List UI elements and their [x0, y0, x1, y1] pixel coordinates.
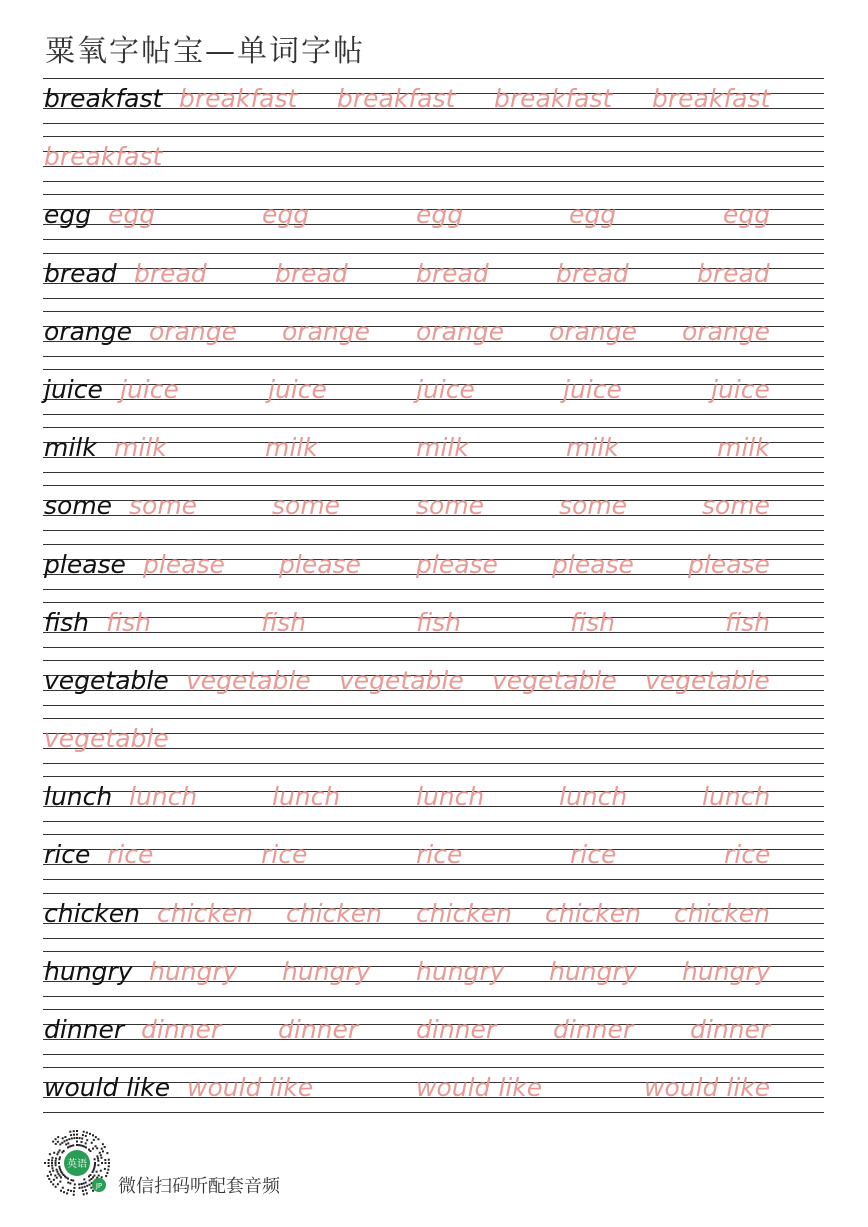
model-word: bread	[44, 258, 117, 288]
trace-word: juice	[120, 374, 179, 404]
guide-line	[43, 938, 824, 939]
trace-word: orange	[549, 316, 637, 346]
trace-word: some	[416, 491, 485, 521]
guide-line	[43, 821, 824, 822]
trace-word: bread	[134, 258, 207, 288]
practice-row	[43, 534, 824, 592]
trace-word: orange	[282, 316, 370, 346]
trace-word: bread	[697, 258, 770, 288]
practice-row	[43, 883, 824, 941]
model-word: chicken	[44, 898, 140, 928]
trace-word: dinner	[690, 1015, 771, 1044]
model-word: vegetable	[44, 665, 169, 695]
trace-word: some	[559, 491, 628, 521]
trace-word: chicken	[674, 898, 770, 928]
trace-word: hungry	[416, 956, 505, 986]
trace-word: bread	[275, 258, 348, 288]
guide-line	[43, 589, 824, 590]
guide-line	[43, 414, 824, 415]
trace-word: vegetable	[492, 665, 617, 695]
guide-line	[43, 181, 824, 182]
trace-word: some	[272, 491, 341, 521]
practice-row	[43, 243, 824, 301]
trace-word: hungry	[682, 956, 771, 986]
practice-row	[43, 68, 824, 126]
practice-row	[43, 592, 824, 650]
model-word: would like	[44, 1073, 171, 1103]
trace-word: rice	[416, 840, 463, 870]
guide-line	[43, 472, 824, 473]
trace-word: bread	[416, 258, 489, 288]
trace-word: would like	[416, 1073, 543, 1103]
model-word: some	[44, 491, 113, 521]
practice-row	[43, 359, 824, 417]
trace-word: hungry	[149, 956, 238, 986]
trace-word: juice	[268, 374, 327, 404]
page-title: 粟氧字帖宝—单词字帖	[45, 34, 365, 69]
trace-word: egg	[569, 200, 617, 230]
practice-row	[43, 766, 824, 824]
trace-word: orange	[416, 316, 504, 346]
trace-word: breakfast	[44, 142, 163, 172]
trace-word: fish	[725, 607, 771, 637]
trace-word: please	[143, 549, 225, 579]
trace-word: juice	[416, 374, 475, 404]
worksheet-grid	[43, 68, 824, 1115]
practice-row	[43, 184, 824, 242]
practice-row	[43, 708, 824, 766]
model-word: hungry	[44, 956, 133, 986]
practice-row	[43, 475, 824, 533]
qr-corner-label: JP	[95, 1182, 103, 1190]
guide-line	[43, 530, 824, 531]
trace-word: egg	[108, 200, 156, 230]
practice-row	[43, 999, 824, 1057]
trace-word: lunch	[416, 782, 485, 812]
trace-word: orange	[682, 316, 770, 346]
footer	[40, 1126, 440, 1206]
trace-word: juice	[711, 374, 770, 404]
trace-word: juice	[563, 374, 622, 404]
trace-word: lunch	[272, 782, 341, 812]
trace-word: fish	[106, 607, 152, 637]
model-word: rice	[44, 840, 91, 870]
trace-word: please	[552, 549, 634, 579]
model-word: please	[44, 549, 126, 579]
trace-word: vegetable	[44, 724, 169, 754]
practice-row	[43, 417, 824, 475]
trace-word: lunch	[559, 782, 628, 812]
trace-word: breakfast	[652, 84, 771, 113]
guide-line	[43, 123, 824, 124]
qr-code-icon[interactable]	[40, 1126, 114, 1200]
trace-word: please	[416, 549, 498, 579]
trace-word: hungry	[549, 956, 638, 986]
model-word: juice	[44, 374, 103, 404]
trace-word: egg	[723, 200, 771, 230]
trace-word: vegetable	[645, 665, 770, 695]
trace-word: some	[702, 491, 771, 521]
practice-row	[43, 650, 824, 708]
trace-word: fish	[570, 607, 616, 637]
model-word: dinner	[44, 1015, 125, 1044]
trace-word: lunch	[129, 782, 198, 812]
guide-line	[43, 763, 824, 764]
trace-word: egg	[416, 200, 464, 230]
trace-word: chicken	[416, 898, 512, 928]
trace-word: orange	[149, 316, 237, 346]
trace-word: vegetable	[339, 665, 464, 695]
trace-word: chicken	[286, 898, 382, 928]
qr-badge-label: 英语	[67, 1159, 87, 1170]
trace-word: please	[279, 549, 361, 579]
practice-row	[43, 824, 824, 882]
trace-word: rice	[261, 840, 308, 870]
trace-word: milk	[416, 433, 469, 463]
guide-line	[43, 239, 824, 240]
trace-word: dinner	[416, 1015, 497, 1044]
footer-caption: 微信扫码听配套音频	[118, 1176, 280, 1197]
model-word: milk	[44, 433, 97, 463]
trace-word: lunch	[702, 782, 771, 812]
model-word: breakfast	[44, 84, 163, 113]
trace-word: fish	[416, 607, 462, 637]
trace-word: would like	[187, 1073, 314, 1103]
trace-word: hungry	[282, 956, 371, 986]
practice-row	[43, 126, 824, 184]
trace-word: please	[688, 549, 770, 579]
practice-row	[43, 941, 824, 999]
guide-line	[43, 996, 824, 997]
guide-line	[43, 647, 824, 648]
trace-word: dinner	[278, 1015, 359, 1044]
guide-line	[43, 879, 824, 880]
guide-line	[43, 298, 824, 299]
trace-word: milk	[114, 433, 167, 463]
trace-word: milk	[717, 433, 770, 463]
trace-word: some	[129, 491, 198, 521]
practice-row	[43, 301, 824, 359]
trace-word: egg	[262, 200, 310, 230]
trace-word: breakfast	[494, 84, 613, 113]
guide-line	[43, 1112, 824, 1113]
model-word: orange	[44, 316, 132, 346]
model-word: lunch	[44, 782, 113, 812]
trace-word: chicken	[157, 898, 253, 928]
trace-word: milk	[566, 433, 619, 463]
trace-word: dinner	[141, 1015, 222, 1044]
trace-word: breakfast	[179, 84, 298, 113]
guide-line	[43, 705, 824, 706]
trace-word: would like	[644, 1073, 771, 1103]
trace-word: vegetable	[186, 665, 311, 695]
trace-word: breakfast	[337, 84, 456, 113]
guide-line	[43, 1054, 824, 1055]
trace-word: dinner	[553, 1015, 634, 1044]
trace-word: chicken	[545, 898, 641, 928]
trace-word: rice	[570, 840, 617, 870]
trace-word: bread	[556, 258, 629, 288]
model-word: fish	[44, 607, 90, 637]
trace-word: milk	[265, 433, 318, 463]
trace-word: rice	[724, 840, 771, 870]
model-word: egg	[44, 200, 92, 230]
trace-word: rice	[107, 840, 154, 870]
practice-row	[43, 1057, 824, 1115]
trace-word: fish	[261, 607, 307, 637]
guide-line	[43, 356, 824, 357]
